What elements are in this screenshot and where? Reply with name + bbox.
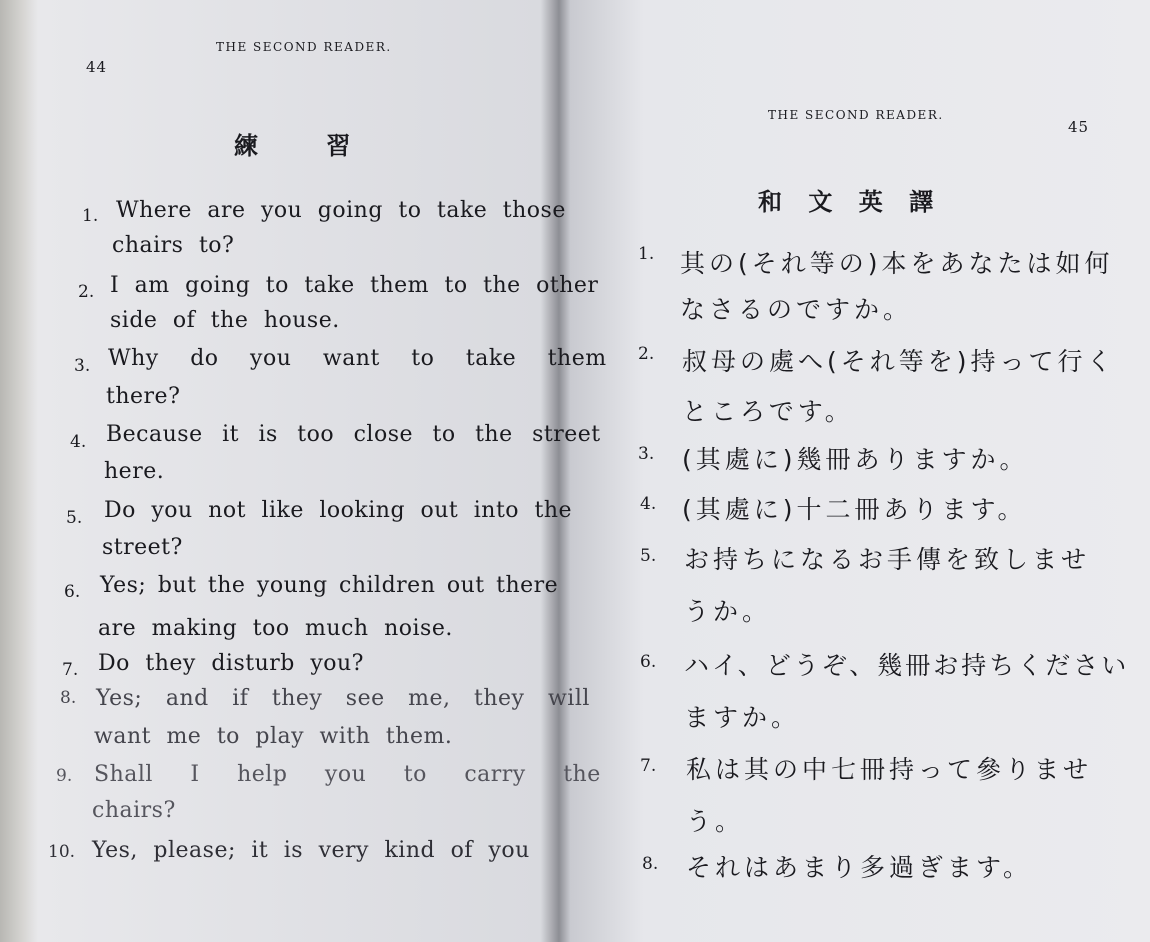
item-line: want me to play with them. bbox=[94, 724, 453, 749]
item-line: それはあまり多過ぎます。 bbox=[686, 853, 1033, 882]
right-running-header: THE SECOND READER. bbox=[768, 108, 944, 122]
item-number: 6. bbox=[64, 582, 81, 602]
item-number: 3. bbox=[638, 444, 655, 464]
item-line: chairs? bbox=[92, 798, 176, 823]
item-line: 其の(それ等の)本をあなたは如何 bbox=[680, 249, 1114, 278]
right-page-title: 和 文 英 譯 bbox=[758, 187, 934, 216]
item-number: 1. bbox=[82, 206, 99, 226]
item-line: (其處に)幾冊ありますか。 bbox=[682, 445, 1029, 474]
item-line: Do they disturb you? bbox=[98, 651, 364, 676]
item-line: street? bbox=[102, 535, 183, 560]
item-number: 3. bbox=[74, 356, 91, 376]
item-line: (其處に)十二冊あります。 bbox=[682, 495, 1027, 524]
right-page-number: 45 bbox=[1068, 118, 1090, 136]
item-line: chairs to? bbox=[112, 233, 235, 258]
item-number: 7. bbox=[640, 756, 657, 776]
item-number: 1. bbox=[638, 244, 655, 264]
item-number: 9. bbox=[56, 766, 73, 786]
item-number: 8. bbox=[60, 688, 77, 708]
item-line: are making too much noise. bbox=[98, 616, 453, 641]
item-number: 2. bbox=[638, 344, 655, 364]
item-line: Why do you want to take them bbox=[108, 346, 607, 371]
item-number: 10. bbox=[48, 842, 76, 862]
left-page-number: 44 bbox=[86, 58, 108, 76]
item-line: here. bbox=[104, 459, 165, 484]
item-number: 8. bbox=[642, 854, 659, 874]
item-line: お持ちになるお手傳を致しませ bbox=[684, 545, 1091, 574]
item-line: 叔母の處へ(それ等を)持って行く bbox=[682, 347, 1116, 376]
item-number: 6. bbox=[640, 652, 657, 672]
item-number: 4. bbox=[70, 432, 87, 452]
item-line: Yes; but the young children out there bbox=[100, 573, 559, 598]
right-page bbox=[572, 0, 1150, 942]
item-line: side of the house. bbox=[110, 308, 340, 333]
item-line: Yes; and if they see me, they will bbox=[96, 686, 590, 711]
left-page-title: 練 習 bbox=[234, 131, 351, 160]
item-line: Where are you going to take those bbox=[116, 198, 566, 223]
item-number: 4. bbox=[640, 494, 657, 514]
item-line: ハイ、どうぞ、幾冊お持ちください bbox=[684, 651, 1130, 680]
item-line: Shall I help you to carry the bbox=[94, 762, 601, 787]
item-line: Because it is too close to the street bbox=[106, 422, 601, 447]
item-number: 5. bbox=[640, 546, 657, 566]
item-line: う。 bbox=[686, 807, 745, 836]
item-line: I am going to take them to the other bbox=[110, 273, 599, 298]
item-line: ますか。 bbox=[684, 703, 801, 732]
left-running-header: THE SECOND READER. bbox=[216, 40, 392, 54]
item-line: there? bbox=[106, 384, 181, 409]
item-line: Do you not like looking out into the bbox=[104, 498, 573, 523]
item-line: うか。 bbox=[684, 597, 772, 626]
item-number: 2. bbox=[78, 282, 95, 302]
item-line: Yes, please; it is very kind of you bbox=[92, 838, 530, 863]
item-number: 7. bbox=[62, 660, 79, 680]
left-page bbox=[38, 0, 607, 942]
item-line: 私は其の中七冊持って參りませ bbox=[686, 755, 1093, 784]
book-edge bbox=[0, 0, 38, 942]
item-line: ところです。 bbox=[682, 397, 854, 426]
item-line: なさるのですか。 bbox=[680, 295, 913, 324]
item-number: 5. bbox=[66, 508, 83, 528]
